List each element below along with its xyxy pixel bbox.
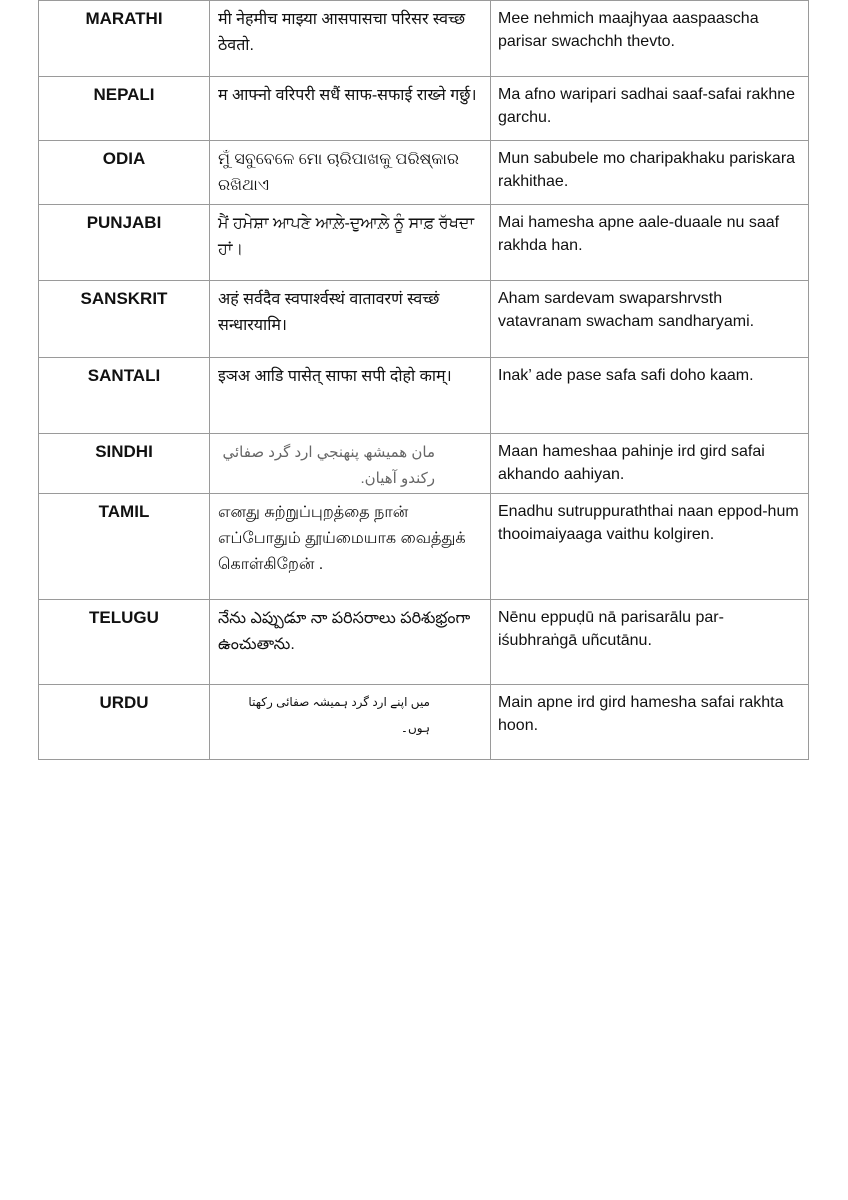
native-script-cell [210, 77, 491, 141]
native-script-cell [210, 494, 491, 600]
table-row [39, 494, 809, 600]
table-row [39, 77, 809, 141]
transliteration-text: Mun sabubele mo charipakhaku pariskara rakhithae. [498, 150, 796, 190]
language-cell [39, 358, 210, 434]
native-text: ମୁଁ ସବୁବେଳେ ମୋ ଚାରିପାଖକୁ ପରିଷ୍କାର ରଖିଥାଏ [218, 151, 460, 194]
language-name: MARATHI [85, 9, 163, 28]
language-cell [39, 434, 210, 494]
transliteration-cell [491, 281, 809, 358]
language-cell [39, 77, 210, 141]
language-cell [39, 1, 210, 77]
native-text: مان هميشھ پنهنجي ارد گرد صفائي رکندو آهيان. [222, 444, 435, 487]
language-name: SANSKRIT [80, 289, 168, 308]
transliteration-text: Main apne ird gird hamesha safai rakhta hoon. [498, 694, 784, 734]
transliteration-cell [491, 205, 809, 281]
transliteration-text: Inak’ ade pase safa safi doho kaam. [498, 367, 754, 384]
table-row [39, 205, 809, 281]
native-text: म आफ्नो वरिपरी सधैं साफ-सफाई राख्ने गर्छु। [218, 87, 477, 104]
native-script-cell [210, 434, 491, 494]
transliteration-text: Nēnu eppuḍū nā parisarālu par-iśubhraṅgā uñcutānu. [498, 609, 724, 649]
native-script-cell [210, 1, 491, 77]
native-script-cell [210, 205, 491, 281]
table-row [39, 358, 809, 434]
language-name: TELUGU [89, 608, 159, 627]
translation-table [38, 0, 809, 760]
transliteration-cell [491, 600, 809, 685]
language-name: SINDHI [95, 442, 153, 461]
native-script-cell [210, 141, 491, 205]
language-name: TAMIL [98, 502, 150, 521]
transliteration-text: Mee nehmich maajhyaa aaspaascha parisar swachchh thevto. [498, 10, 759, 50]
table-row [39, 434, 809, 494]
native-script-cell [210, 600, 491, 685]
native-text: எனது சுற்றுப்புறத்தை நான் எப்போதும் தூய்மையாக வைத்துக் கொள்கிறேன் . [218, 504, 466, 573]
native-text: मी नेहमीच माझ्या आसपासचा परिसर स्वच्छ ठेवतो. [218, 11, 466, 54]
native-text: इञअ आडि पासेत् साफा सपी दोहो काम्। [218, 368, 452, 385]
table-row [39, 281, 809, 358]
transliteration-cell [491, 77, 809, 141]
table-row [39, 1, 809, 77]
language-cell [39, 494, 210, 600]
language-cell [39, 281, 210, 358]
transliteration-cell [491, 1, 809, 77]
language-cell [39, 205, 210, 281]
language-name: ODIA [102, 149, 146, 168]
native-text: ਮੈਂ ਹਮੇਸ਼ਾ ਆਪਣੇ ਆਲ਼ੇ-ਦੁਆਲ਼ੇ ਨੂੰ ਸਾਫ਼ ਰੱਖਦਾ ਹਾਂ। [218, 215, 475, 258]
language-name: NEPALI [93, 85, 155, 104]
transliteration-text: Mai hamesha apne aale-duaale nu saaf rakhda han. [498, 214, 780, 254]
transliteration-cell [491, 358, 809, 434]
native-text: अहं सर्वदैव स्वपार्श्वस्थं वातावरणं स्वच्छं सन्धारयामि। [218, 291, 440, 334]
native-text: میں اپنے ارد گرد ہمیشہ صفائی رکھتا ہوں۔ [248, 695, 430, 735]
native-script-cell [210, 685, 491, 760]
transliteration-cell [491, 685, 809, 760]
transliteration-text: Aham sardevam swaparshrvsth vatavranam swacham sandharyami. [498, 290, 755, 330]
transliteration-cell [491, 494, 809, 600]
transliteration-text: Enadhu sutruppuraththai naan eppod-hum thooimaiyaaga vaithu kolgiren. [498, 503, 799, 543]
language-name: URDU [99, 693, 149, 712]
native-text: నేను ఎప్పుడూ నా పరిసరాలు పరిశుభ్రంగా ఉంచుతాను. [218, 610, 471, 653]
table-row [39, 141, 809, 205]
language-name: PUNJABI [86, 213, 162, 232]
transliteration-cell [491, 141, 809, 205]
table-row [39, 685, 809, 760]
transliteration-text: Maan hameshaa pahinje ird gird safai akhando aahiyan. [498, 443, 765, 483]
language-name: SANTALI [87, 366, 161, 385]
native-script-cell [210, 281, 491, 358]
table-row [39, 600, 809, 685]
language-cell [39, 685, 210, 760]
transliteration-cell [491, 434, 809, 494]
language-cell [39, 600, 210, 685]
native-script-cell [210, 358, 491, 434]
transliteration-text: Ma afno waripari sadhai saaf-safai rakhne garchu. [498, 86, 796, 126]
language-cell [39, 141, 210, 205]
